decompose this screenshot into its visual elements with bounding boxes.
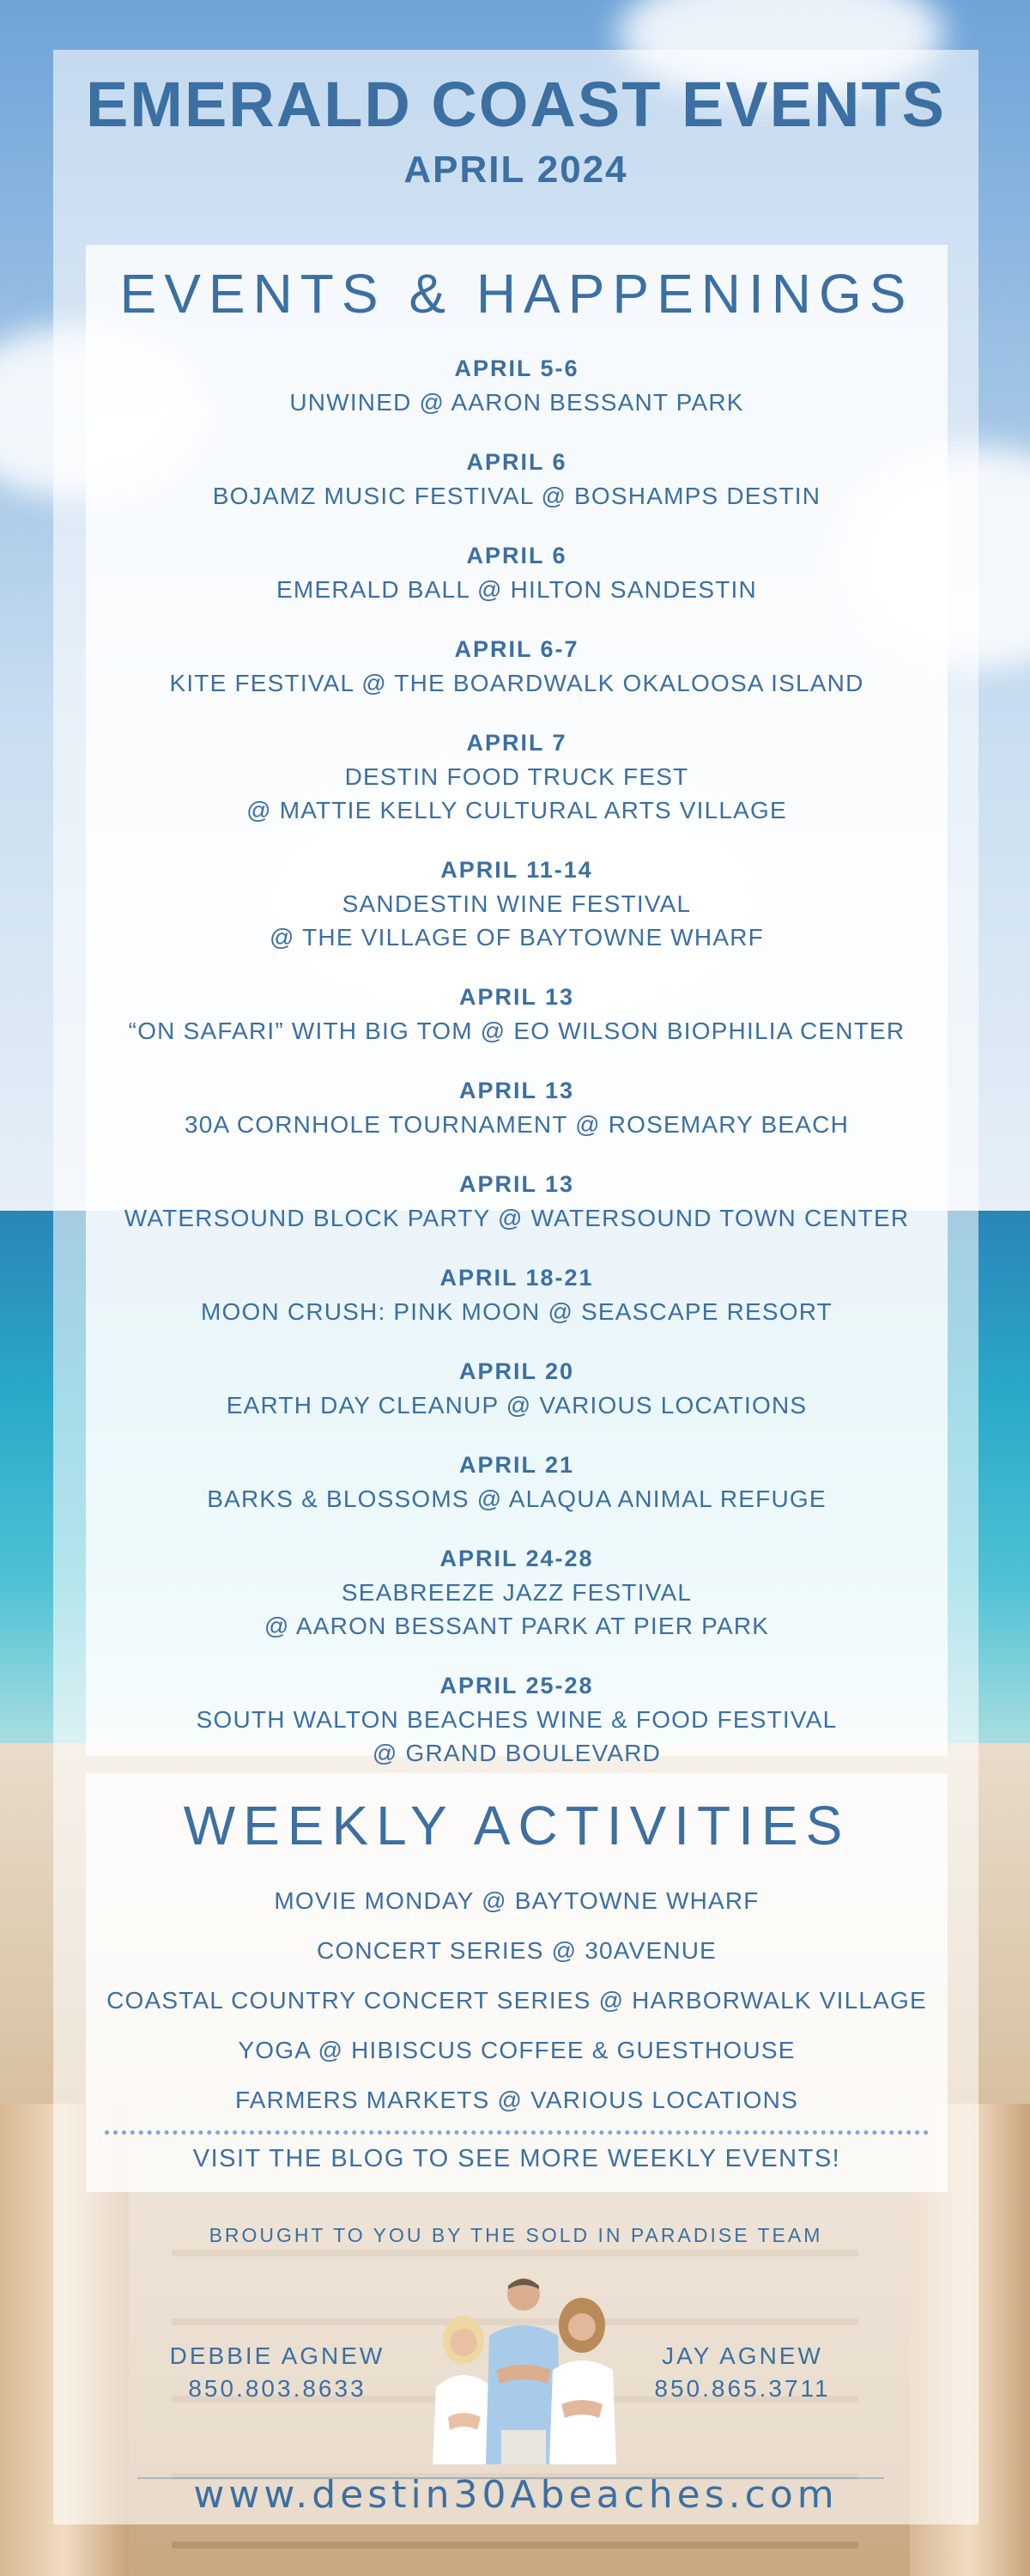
weekly-list (86, 1876, 948, 2125)
agent-contact-left (140, 2342, 415, 2403)
events-heading: EVENTS & HAPPENINGS (119, 263, 914, 325)
weekly-activities-card (86, 1773, 948, 2192)
event-item (86, 1354, 948, 1422)
event-description: EARTH DAY CLEANUP @ VARIOUS LOCATIONS (226, 1392, 808, 1419)
event-description: MOON CRUSH: PINK MOON @ SEASCAPE RESORT (201, 1298, 833, 1325)
dotted-divider (105, 2130, 929, 2135)
event-description: BOJAMZ MUSIC FESTIVAL @ BOSHAMPS DESTIN (212, 483, 821, 509)
agent-name: DEBBIE AGNEW (169, 2342, 385, 2369)
flyer-header (53, 69, 978, 191)
event-description: @ GRAND BOULEVARD (372, 1740, 662, 1766)
event-date: APRIL 20 (458, 1358, 575, 1384)
event-description: SEABREEZE JAZZ FESTIVAL (341, 1579, 693, 1606)
event-description: DESTIN FOOD TRUCK FEST (344, 763, 689, 790)
website-link[interactable]: www.destin30Abeaches.com (193, 2473, 839, 2517)
event-description: “ON SAFARI” WITH BIG TOM @ EO WILSON BIOPHILIA CENTER (128, 1018, 906, 1044)
weekly-activity-item: FARMERS MARKETS @ VARIOUS LOCATIONS (235, 2087, 798, 2113)
event-item (86, 351, 948, 419)
event-item (86, 1541, 948, 1643)
event-item (86, 726, 948, 827)
event-description: @ THE VILLAGE OF BAYTOWNE WHARF (270, 924, 764, 951)
event-item (86, 632, 948, 700)
events-list (86, 351, 948, 1770)
event-item (86, 853, 948, 954)
weekly-activity-item: CONCERT SERIES @ 30AVENUE (316, 1937, 718, 1964)
event-date: APRIL 13 (458, 984, 575, 1010)
page-subtitle: APRIL 2024 (403, 149, 628, 191)
agent-contact-right (605, 2342, 880, 2403)
event-description: @ AARON BESSANT PARK AT PIER PARK (264, 1613, 770, 1639)
weekly-activity-item: YOGA @ HIBISCUS COFFEE & GUESTHOUSE (238, 2037, 796, 2063)
boardwalk-plank (172, 2542, 858, 2549)
event-date: APRIL 7 (466, 730, 567, 756)
event-item (86, 1261, 948, 1328)
event-description: BARKS & BLOSSOMS @ ALAQUA ANIMAL REFUGE (207, 1485, 827, 1512)
event-date: APRIL 25-28 (439, 1673, 594, 1698)
event-item (86, 1167, 948, 1235)
event-description: SANDESTIN WINE FESTIVAL (342, 890, 692, 917)
agent-phone[interactable]: 850.865.3711 (654, 2375, 831, 2402)
weekly-heading: WEEKLY ACTIVITIES (183, 1795, 851, 1856)
event-item (86, 1668, 948, 1770)
event-item (86, 1448, 948, 1516)
team-credit: BROUGHT TO YOU BY THE SOLD IN PARADISE TEAM (209, 2224, 823, 2246)
event-description: SOUTH WALTON BEACHES WINE & FOOD FESTIVAL (196, 1706, 838, 1733)
event-item (86, 538, 948, 606)
event-date: APRIL 18-21 (439, 1265, 594, 1291)
event-description: @ MATTIE KELLY CULTURAL ARTS VILLAGE (246, 797, 787, 823)
event-item (86, 1073, 948, 1141)
event-date: APRIL 13 (458, 1171, 575, 1197)
agent-name: JAY AGNEW (662, 2342, 823, 2369)
event-date: APRIL 11-14 (440, 857, 593, 883)
event-date: APRIL 6 (466, 543, 567, 568)
event-date: APRIL 6 (466, 449, 567, 475)
event-item (86, 980, 948, 1048)
event-description: EMERALD BALL @ HILTON SANDESTIN (276, 576, 757, 603)
weekly-activity-item: MOVIE MONDAY @ BAYTOWNE WHARF (274, 1887, 760, 1914)
event-description: KITE FESTIVAL @ THE BOARDWALK OKALOOSA ISLAND (169, 670, 864, 696)
event-description: WATERSOUND BLOCK PARTY @ WATERSOUND TOWN CENTER (124, 1205, 910, 1231)
blog-link[interactable]: VISIT THE BLOG TO SEE MORE WEEKLY EVENTS! (192, 2145, 841, 2172)
event-date: APRIL 5-6 (454, 355, 579, 381)
event-date: APRIL 24-28 (439, 1546, 594, 1571)
events-card (86, 245, 948, 1766)
event-date: APRIL 13 (458, 1078, 575, 1103)
page-title: EMERALD COAST EVENTS (85, 69, 947, 140)
team-photo (414, 2267, 637, 2464)
event-description: UNWINED @ AARON BESSANT PARK (289, 389, 744, 416)
event-date: APRIL 21 (458, 1452, 575, 1478)
event-description: 30A CORNHOLE TOURNAMENT @ ROSEMARY BEACH (184, 1111, 850, 1138)
agent-phone[interactable]: 850.803.8633 (188, 2375, 367, 2402)
event-date: APRIL 6-7 (454, 636, 579, 662)
person-center (486, 2278, 561, 2464)
event-item (86, 445, 948, 513)
weekly-activity-item: COASTAL COUNTRY CONCERT SERIES @ HARBORWALK VILLAGE (106, 1987, 927, 2014)
